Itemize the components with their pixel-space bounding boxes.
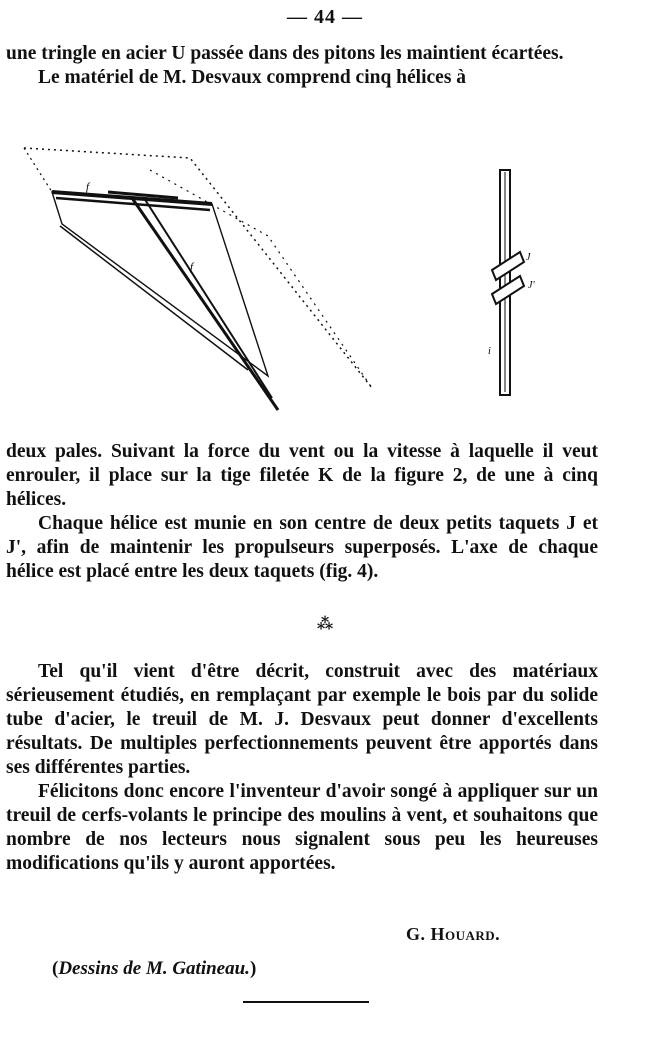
page-number: — 44 — [287,6,363,28]
paragraph-felicitons: Félicitons donc encore l'inventeur d'avoir songé à appliquer sur un treuil de cerfs-volants le principe des moulins à vent, et souhaitons que nombre de nos lecteurs nous signalent sous peu les heureuses modifications qu'ils y auront apportées. [6,781,598,874]
tab-label-j: J [526,252,531,263]
signature-initial: G. [406,924,426,944]
paragraph-continuation: une tringle en acier U passée dans des pitons les maintient écartées. [6,43,564,64]
credit-open-paren: ( [52,958,59,979]
text-block-top [6,42,598,90]
end-rule [243,1001,369,1003]
axis-label-i: i [488,346,491,357]
drawing-credit [52,958,256,980]
paragraph-taquets: Chaque hélice est munie en son centre de deux petits taquets J et J', afin de maintenir les propulseurs superposés. L'axe de chaque hélice est placé entre les deux taquets (fig. 4). [6,513,598,582]
author-signature [406,924,500,945]
signature-surname: Houard. [430,924,501,944]
blade-label-f: f [86,181,90,193]
text-block-middle [6,440,598,584]
paragraph-materiel: Le matériel de M. Desvaux comprend cinq hélices à [38,67,467,88]
shaft-label-f: f [190,261,194,273]
text-block-bottom [6,660,598,876]
paragraph-pales: deux pales. Suivant la force du vent ou la vitesse à laquelle il veut enrouler, il place sur la tige filetée K de la figure 2, de une à cinq hélices. [6,441,598,510]
propeller-blade-drawing [24,148,372,410]
asterism-separator: ⁂ [316,616,334,633]
tab-label-j-prime: J' [528,280,535,291]
propeller-figures [0,140,650,430]
axis-drawing [492,170,524,395]
credit-close-paren: ) [249,958,257,979]
credit-text: Dessins de M. Gatineau. [58,958,250,979]
paragraph-conclusion: Tel qu'il vient d'être décrit, construit avec des matériaux sérieusement étudiés, en remplaçant par exemple le bois par du solide tube d'acier, le treuil de M. J. Desvaux peut donner d'excellents résultats. De multiples perfectionnements peuvent être apportés dans ses différentes parties. [6,661,598,778]
